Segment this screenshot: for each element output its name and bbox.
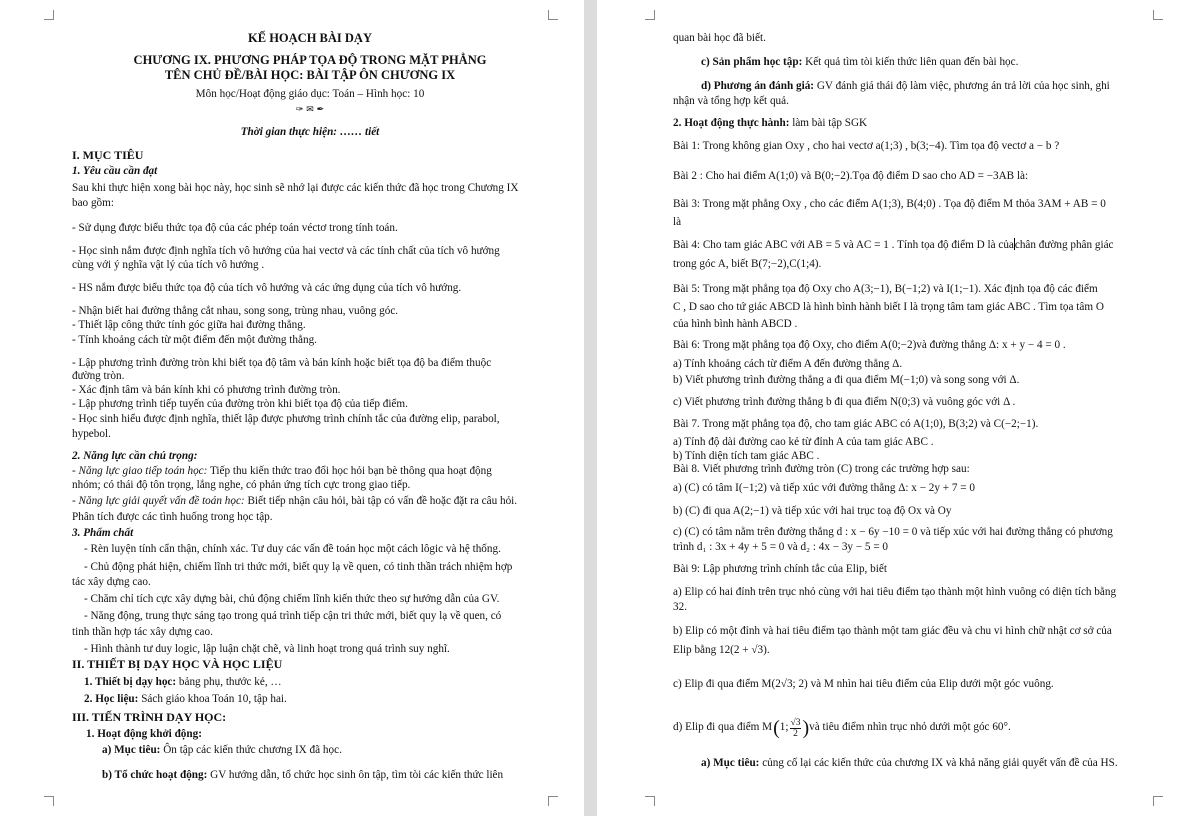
paragraph: tác xây dựng cao. [72,576,151,588]
paragraph-text: làm bài tập SGK [789,117,868,129]
paragraph: tinh thần hợp tác xây dựng cao. [72,626,213,638]
paragraph: - Xác định tâm và bán kính khi có phương trình đường tròn. [72,384,341,396]
exercise-9b: b) Elip có một đỉnh và hai tiêu điểm tạo thành một tam giác đều và chu vi hình chữ nhật cơ sở của [673,625,1112,637]
paragraph [84,676,282,690]
exercise-3: Bài 3: Trong mặt phẳng Oxy , cho các điểm A(1;3), B(4;0) . Tọa độ điểm M thỏa 3AM + AB = 0 [673,198,1106,210]
exercise-6a: a) Tính khoảng cách từ điểm A đến đường thẳng Δ. [673,358,903,370]
bold-label: 2. Hoạt động thực hành: [673,117,790,129]
bold-label: c) Sản phẩm học tập: [701,56,803,68]
paragraph: đường tròn. [72,370,125,382]
paragraph: - Năng động, trung thực sáng tạo trong quá trình tiếp cận tri thức mới, biết quy lạ về quen, có [84,610,502,622]
time-line: Thời gian thực hiện: …… tiết [240,126,380,138]
paragraph: - Học sinh hiểu được định nghĩa, thiết lập được phương trình chính tắc của đường elip, parabol, [72,413,500,425]
exercise-3-cont: là [673,216,682,228]
exercise-8c-cont: trình d₁ : 3x + 4y + 5 = 0 và d₂ : 4x − 3y − 5 = 0 [673,541,889,553]
section-muc-tieu: I. MỤC TIÊU [72,148,144,162]
paragraph-text: GV đánh giá thái độ làm việc, phương án trả lời của học sinh, ghi [814,80,1110,92]
paragraph: - HS nắm được biểu thức tọa độ của tích vô hướng và các ứng dụng của tích vô hướng. [72,282,462,294]
paragraph: - Tính khoảng cách từ một điểm đến một đường thẳng. [72,334,317,346]
paren-left: ( [773,717,780,739]
paragraph: - Lập phương trình đường tròn khi biết tọa độ tâm và bán kính hoặc biết tọa độ ba điểm thuộc [72,357,492,369]
paragraph [102,744,342,758]
section-thiet-bi: II. THIẾT BỊ DẠY HỌC VÀ HỌC LIỆU [72,657,283,671]
paragraph [84,693,287,707]
paragraph-text: củng cố lại các kiến thức của chương IX và khả năng giải quyết vấn đề của HS. [759,757,1118,769]
paragraph-text: Kết quả tìm tòi kiến thức liên quan đến bài học. [802,56,1019,68]
section-tien-trinh: III. TIẾN TRÌNH DẠY HỌC: [72,710,227,724]
chapter-title: CHƯƠNG IX. PHƯƠNG PHÁP TỌA ĐỘ TRONG MẶT PHẲNG [133,53,487,67]
paragraph [701,757,1118,771]
exercise-7b: b) Tính diện tích tam giác ABC . [673,450,820,462]
exercise-9: Bài 9: Lập phương trình chính tắc của Elip, biết [673,563,887,575]
exercise-8b: b) (C) đi qua A(2;−1) và tiếp xúc với hai trục toạ độ Ox và Oy [673,505,952,517]
crop-mark-top-left [645,10,655,20]
exercise-7a: a) Tính độ dài đường cao kẻ từ đỉnh A của tam giác ABC . [673,436,934,448]
paragraph: - Rèn luyện tính cẩn thận, chính xác. Tư duy các vấn đề toán học một cách lôgic và hệ thống. [84,543,501,555]
paragraph: nhận và tổng hợp kết quả. [673,95,789,107]
bold-label: a) Mục tiêu: [102,744,161,756]
paragraph: - Nhận biết hai đường thẳng cắt nhau, song song, trùng nhau, vuông góc. [72,305,399,317]
exercise-4 [673,238,1114,253]
exercise-9b-cont: Elip bằng 12(2 + √3). [673,644,770,656]
exercise-4-cont: trong góc A, biết B(7;−2),C(1;4). [673,258,822,270]
crop-mark-top-right [548,10,558,20]
subsection-khoi-dong: 1. Hoạt động khởi động: [86,728,202,740]
paragraph: Phân tích được các tình huống trong học tập. [72,511,273,523]
exercise-9c: c) Elip đi qua điểm M(2√3; 2) và M nhìn hai tiêu điểm của Elip dưới một góc vuông. [673,678,1054,690]
exercise-6b: b) Viết phương trình đường thẳng a đi qua điểm M(−1;0) và song song với Δ. [673,374,1020,386]
exercise-8a: a) (C) có tâm I(−1;2) và tiếp xúc với đường thẳng Δ: x − 2y + 7 = 0 [673,482,975,494]
exercise-7: Bài 7. Trong mặt phẳng tọa độ, cho tam giác ABC có A(1;0), B(3;2) và C(−2;−1). [673,418,1039,430]
paragraph-text: Bài 4: Cho tam giác ABC với AB = 5 và AC = 1 . Tính tọa độ điểm D là của [673,239,1014,251]
bold-label: b) Tổ chức hoạt động: [102,769,208,781]
italic-label: - Năng lực giao tiếp toán học: [72,465,208,477]
bold-label: 1. Thiết bị dạy học: [84,676,177,688]
exercise-1: Bài 1: Trong không gian Oxy , cho hai vectơ a(1;3) , b(3;−4). Tìm tọa độ vectơ a − b ? [673,140,1060,152]
paragraph: hypebol. [72,428,111,440]
paragraph: cùng với ý nghĩa vật lý của tích vô hướng . [72,259,265,271]
crop-mark-bottom-right [1153,796,1163,806]
paren-right: ) [802,717,810,739]
crop-mark-bottom-left [645,796,655,806]
exercise-9a: a) Elip có hai đỉnh trên trục nhỏ cùng với hai tiêu điểm tạo thành một hình vuông có diện tích bằng [673,586,1117,598]
paragraph: - Sử dụng được biểu thức tọa độ của các phép toán véctơ trong tính toán. [72,222,398,234]
math-arg: 1; [779,721,789,734]
exercise-6c: c) Viết phương trình đường thẳng b đi qua điểm N(0;3) và vuông góc với Δ . [673,396,1016,408]
paragraph [701,80,1110,94]
paragraph: nhóm; có thái độ tôn trọng, lắng nghe, có phản ứng tích cực trong giao tiếp. [72,479,411,491]
paragraph: - Học sinh nắm được định nghĩa tích vô hướng của hai vectơ và các tính chất của tích vô hướng [72,245,500,257]
paragraph: - Lập phương trình tiếp tuyến của đường tròn khi biết tọa độ của tiếp điểm. [72,398,408,410]
crop-mark-bottom-left [44,796,54,806]
paragraph-text: GV hướng dẫn, tổ chức học sinh ôn tập, tìm tòi các kiến thức liên [207,769,504,781]
fraction [790,718,802,739]
paragraph: - Chủ động phát hiện, chiếm lĩnh tri thức mới, biết quy lạ về quen, có tinh thần trách nhiệm hợp [84,561,513,573]
exercise-5-cont: của hình bình hành ABCD . [673,318,798,330]
paragraph: Sau khi thực hiện xong bài học này, học sinh sẽ nhớ lại được các kiến thức đã học trong Chương IX [72,182,519,194]
paragraph-text: Ôn tập các kiến thức chương IX đã học. [160,744,342,756]
subject-line: Môn học/Hoạt động giáo dục: Toán – Hình học: 10 [195,88,425,100]
paragraph [102,769,503,783]
paragraph: - Thiết lập công thức tính góc giữa hai đường thẳng. [72,319,306,331]
crop-mark-bottom-right [548,796,558,806]
exercise-8c: c) (C) có tâm nằm trên đường thẳng d : x − 6y −10 = 0 và tiếp xúc với hai đường thẳng có phương [673,526,1113,538]
paragraph: - Chăm chỉ tích cực xây dựng bài, chủ động chiếm lĩnh kiến thức theo sự hướng dẫn của GV. [84,593,500,605]
fraction-numerator: √3 [790,717,801,728]
paragraph-text: Sách giáo khoa Toán 10, tập hai. [138,693,287,705]
crop-mark-top-left [44,10,54,20]
exercise-6: Bài 6: Trong mặt phẳng tọa độ Oxy, cho điểm A(0;−2)và đường thẳng Δ: x + y − 4 = 0 . [673,339,1066,351]
paragraph [701,56,1018,70]
crop-mark-top-right [1153,10,1163,20]
page-left [0,0,584,816]
exercise-5-cont: C , D sao cho tứ giác ABCD là hình bình hành biết I là trọng tâm tam giác ABC . Tìm tọa tâm O [673,301,1104,313]
paragraph-text: Tiếp thu kiến thức trao đổi học hỏi bạn bè thông qua hoạt động [207,465,492,477]
paragraph: - Hình thành tư duy logic, lập luận chặt chẽ, và linh hoạt trong quá trình suy nghĩ. [84,643,450,655]
paragraph: quan bài học đã biết. [673,32,766,44]
exercise-2: Bài 2 : Cho hai điểm A(1;0) và B(0;−2).Tọa độ điểm D sao cho AD = −3AB là: [673,170,1029,182]
topic-title: TÊN CHỦ ĐỀ/BÀI HỌC: BÀI TẬP ÔN CHƯƠNG IX [164,68,456,82]
paragraph-text: Biết tiếp nhận câu hỏi, bài tập có vấn đề hoặc đặt ra câu hỏi. [244,495,518,507]
subsection-nang-luc: 2. Năng lực cần chú trọng: [72,450,198,462]
exercise-9a-cont: 32. [673,601,687,613]
ornament: ✑ ✉ ✒ [295,105,325,115]
bold-label: 2. Học liệu: [84,693,139,705]
bold-label: a) Mục tiêu: [701,757,760,769]
paragraph-text: chân đường phân giác [1014,239,1114,251]
bold-label: d) Phương án đánh giá: [701,80,815,92]
italic-label: - Năng lực giải quyết vấn đề toán học: [72,495,245,507]
paragraph: bao gồm: [72,197,114,209]
paragraph [72,495,517,509]
page-right [597,0,1184,816]
exercise-8: Bài 8. Viết phương trình đường tròn (C) trong các trường hợp sau: [673,463,970,475]
paragraph-text: d) Elip đi qua điểm M [673,721,773,734]
paragraph-text: và tiêu điểm nhìn trục nhỏ dưới một góc 60°. [809,721,1011,734]
paragraph [72,465,492,479]
paragraph-text: bảng phụ, thước kẻ, … [176,676,282,688]
fraction-denominator: 2 [793,728,798,739]
exercise-9d [673,710,1011,746]
doc-title: KẾ HOẠCH BÀI DẠY [248,31,372,45]
subsection-pham-chat: 3. Phẩm chất [72,527,134,539]
subsection-yeu-cau: 1. Yêu cầu cần đạt [72,165,158,177]
exercise-5: Bài 5: Trong mặt phẳng tọa độ Oxy cho A(3;−1), B(−1;2) và I(1;−1). Xác định tọa độ các điểm [673,283,1098,295]
subsection-thuc-hanh [673,117,867,131]
